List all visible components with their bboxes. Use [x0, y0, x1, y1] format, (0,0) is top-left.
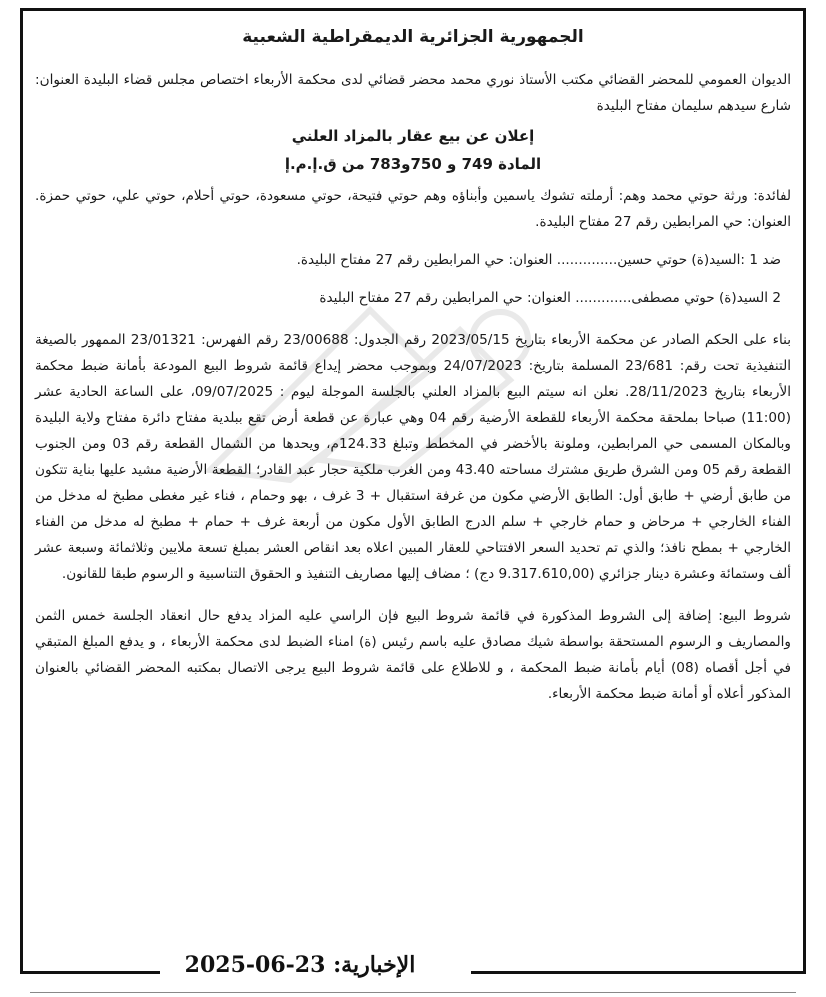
against-party-1: ضد 1 :السيد(ة) حوتي حسين.............. العنوان: حي المرابطين رقم 27 مفتاح البليدة.: [296, 252, 781, 268]
notice-heading: إعلان عن بيع عقار بالمزاد العلني: [291, 127, 535, 145]
publication-date: الإخبارية: 23-06-2025: [160, 952, 440, 978]
office-paragraph: الديوان العمومي للمحضر القضائي مكتب الأستاذ نوري محمد محضر قضائي لدى محكمة الأربعاء اختصاص مجلس قضاء البليدة العنوان: شارع سيدهم سليمان مفتاح البليدة: [35, 72, 791, 114]
beneficiary-paragraph: لفائدة: ورثة حوتي محمد وهم: أرملته تشوك ياسمين وأبناؤه وهم حوتي فتيحة، حوتي مسعودة، حوتي أحلام، حوتي علي، حوتي حمزة. العنوان: حي المرابطين رقم 27 مفتاح البليدة.: [35, 188, 791, 230]
republic-title: الجمهورية الجزائرية الديمقراطية الشعبية: [242, 27, 584, 47]
notice-content: [35, 17, 791, 707]
notice-frame: [20, 8, 806, 974]
against-party-2: 2 السيد(ة) حوتي مصطفى............. العنوان: حي المرابطين رقم 27 مفتاح البليدة: [319, 290, 781, 306]
bottom-divider: [30, 992, 796, 993]
sale-details-paragraph: بناء على الحكم الصادر عن محكمة الأربعاء بتاريخ 2023/05/15 رقم الجدول: 23/00688 رقم الفهرس: 23/01321 الممهور بالصيغة التنفيذية تحت رقم: 23/681 المسلمة بتاريخ: 24/07/2023 وبموجب محضر إيداع قائمة شروط البيع المودعة بأمانة ضبط محكمة الأربعاء بتاريخ 28/11/2023. نعلن انه سيتم البيع بالمزاد العلني بالجلسة الموجلة ليوم : 09/07/2025، على الساعة الحادية عشر (11:00) صباحا بملحقة محكمة الأربعاء للقطعة الأرضية رقم 04 وهي عبارة عن قطعة أرض تقع ببلدية مفتاح دائرة مفتاح ولاية البليدة وبالمكان المسمى حي المرابطين، وملونة بالأخضر في المخطط وتبلغ 124.33م، ويحدها من الشمال القطعة رقم 03 ومن الجنوب القطعة رقم 05 ومن الشرق طريق مشترك مساحته 43.40 ومن الغرب ملكية حجار عبد القادر؛ القطعة الأرضية مشيد عليها بناية تتكون من طابق أرضي + طابق أول: الطابق الأرضي مكون من غرفة استقبال + 3 غرف ، بهو وحمام ، فناء غير مغطى مطبخ له مدخل من الفناء الخارجي + مرحاض و حمام خارجي + سلم الدرج الطابق الأول مكون من أربعة غرف + حمام + مطبخ له مدخل من الفناء الخارجي + بمطح نافذ؛ والذي تم تحديد السعر الافتتاحي للعقار المبين اعلاه بعد انقاص العشر بمبلغ تسعة ملايين وثلاثمائة وسبعة عشر ألف وستمائة وعشرة دينار جزائري (9.317.610,00 دج) ؛ مضاف إليها مصاريف التنفيذ و الحقوق التناسبية و الرسوم طبقا للقانون.: [35, 332, 792, 582]
legal-articles: المادة 749 و 750و783 من ق.إ.م.إ: [284, 155, 542, 173]
sale-conditions-paragraph: شروط البيع: إضافة إلى الشروط المذكورة في قائمة شروط البيع فإن الراسي عليه المزاد يدفع حال انعقاد الجلسة خمس الثمن والمصاريف و الرسوم المستحقة بواسطة شيك مصادق عليه باسم رئيس (ة) امناء الضبط لدى محكمة الأربعاء ، و يدفع المبلغ المتبقي في أجل أقصاه (08) أيام بأمانة ضبط المحكمة ، و للاطلاع على قائمة شروط البيع يرجى الاتصال بمكتبه المحضر القضائي بالعنوان المذكور أعلاه أو أمانة ضبط محكمة الأربعاء.: [35, 608, 791, 702]
